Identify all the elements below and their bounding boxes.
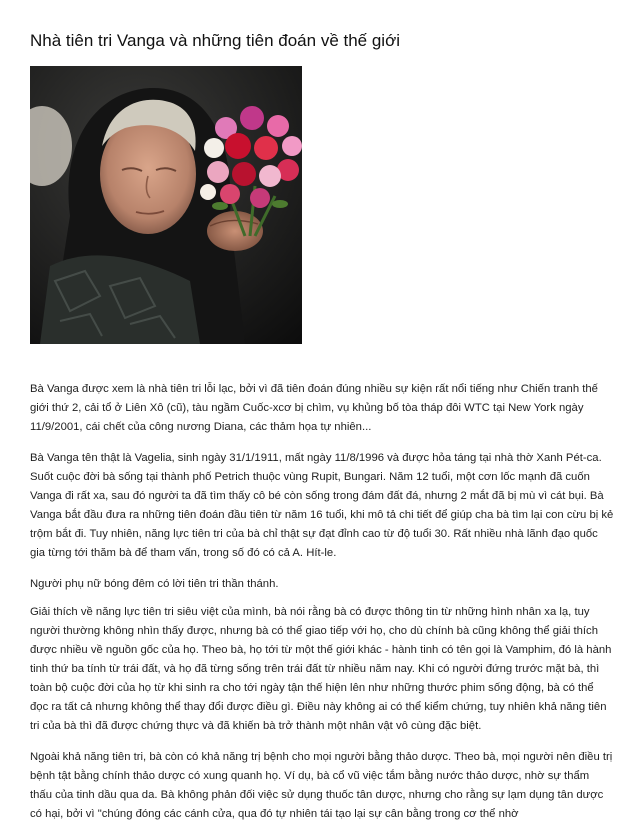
image-caption: Người phụ nữ bóng đêm có lời tiên tri thần thánh. <box>30 578 279 590</box>
page-title: Nhà tiên tri Vanga và những tiên đoán về thế giới <box>30 31 401 50</box>
paragraph-2: Bà Vanga tên thật là Vagelia, sinh ngày 31/1/1911, mất ngày 11/8/1996 và được hỏa táng tại nhà thờ Xanh Pét-ca. Suốt cuộc đời bà sống tại thành phố Petrich thuộc vùng Rupit, Bungari. Năm 12 tuổi, một cơn lốc mạnh đã cuốn Vanga đi rất xa, sau đó người ta đã tìm thấy cô bé còn sống trong đám đất đá, nhưng 2 mắt đã bị mù vì cát bụi. Bà Vanga bắt đầu đưa ra những tiên đoán đầu tiên từ năm 16 tuổi, khi mô tả chi tiết để giúp cha bà tìm lại con cừu bị kẻ trộm bắt đi. Tuy nhiên, năng lực tiên tri của bà chỉ thật sự đạt đỉnh cao từ độ tuổi 30. Rất nhiều nhà lãnh đạo quốc gia từng tới thăm bà để tham vấn, trong số đó có cả A. Hít-le. <box>30 452 614 559</box>
vanga-photo <box>30 66 302 344</box>
article-body <box>30 380 614 836</box>
paragraph-1: Bà Vanga được xem là nhà tiên tri lỗi lạc, bởi vì đã tiên đoán đúng nhiều sự kiện rất nổi tiếng như Chiến tranh thế giới thứ 2, cải tổ ở Liên Xô (cũ), tàu ngầm Cuốc-xcơ bị chìm, vụ khủng bố tòa tháp đôi WTC tại New York ngày 11/9/2001, cái chết của công nương Diana, các thảm họa tự nhiên... <box>30 383 598 433</box>
paragraph-4: Ngoài khả năng tiên tri, bà còn có khả năng trị bệnh cho mọi người bằng thảo dược. Theo bà, mọi người nên điều trị bệnh tật bằng chính thảo dược có xung quanh họ. Ví dụ, bà cổ vũ việc tắm bằng nước thảo dược, nhờ sự thẩm thấu của tinh dầu qua da. Bà không phản đối việc sử dụng thuốc tân dược, nhưng cho rằng sự lạm dụng tân dược có hại, bởi vì "chúng đóng các cánh cửa, qua đó tự nhiên tái tạo lại sự cân bằng trong cơ thể nhờ <box>30 751 613 820</box>
paragraph-3: Giải thích về năng lực tiên tri siêu việt của mình, bà nói rằng bà có được thông tin từ những hình nhân xa lạ, tuy người thường không nhìn thấy được, nhưng bà có thể giao tiếp với họ, cho dù chính bà cũng không thể giải thích được nhiều về nguồn gốc của họ. Theo bà, họ tới từ một thế giới khác - hành tinh có tên gọi là Vamphim, đó là hành tinh thứ ba tính từ trái đất, và họ đã từng sống trên trái đất từ nhiều năm nay. Khi có người đứng trước mặt bà, thì toàn bộ cuộc đời của họ từ khi sinh ra cho tới ngày tận thế hiện lên như những thước phim sống động, bà có thể đọc ra tất cả nhưng không thể thay đổi được điều gì. Điều này không ai có thể kiểm chứng, tuy nhiên khả năng tiên tri của bà thì đã được chứng thực và đã khiến bà trở thành một nhân vật vô cùng đặc biệt. <box>30 606 612 732</box>
